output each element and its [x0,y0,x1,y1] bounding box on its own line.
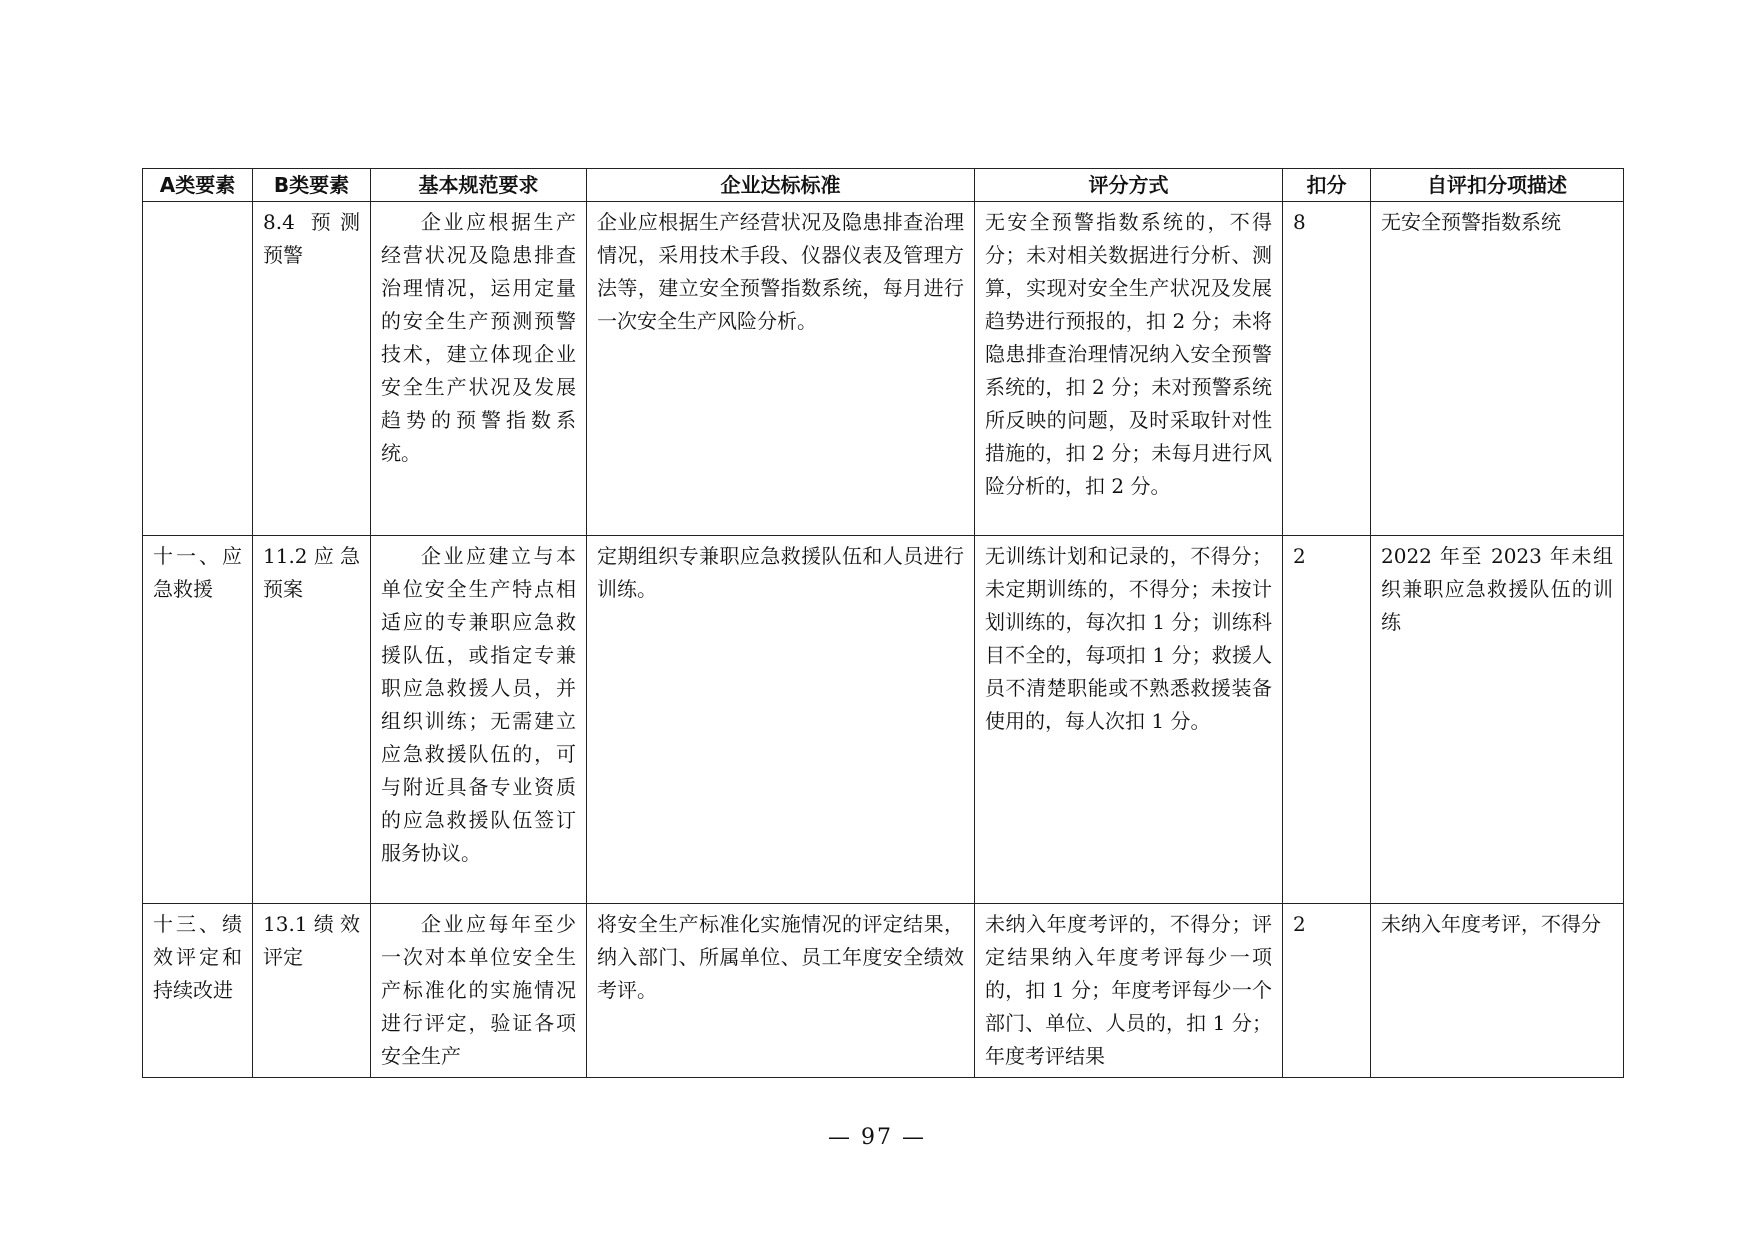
header-a-element: A类要素 [143,169,253,202]
cell-deduction: 2 [1283,536,1371,904]
cell-requirement: 企业应每年至少一次对本单位安全生产标准化的实施情况进行评定，验证各项安全生产 [371,904,587,1078]
cell-requirement: 企业应建立与本单位安全生产特点相适应的专兼职应急救援队伍，或指定专兼职应急救援人员，并组织训练；无需建立应急救援队伍的，可与附近具备专业资质的应急救援队伍签订服务协议。 [371,536,587,904]
header-standard: 企业达标标准 [587,169,975,202]
cell-b-element: 13.1绩效评定 [253,904,371,1078]
cell-a-element [143,202,253,536]
header-deduction: 扣分 [1283,169,1371,202]
cell-requirement: 企业应根据生产经营状况及隐患排查治理情况，运用定量的安全生产预测预警技术，建立体现企业安全生产状况及发展趋势的预警指数系统。 [371,202,587,536]
cell-standard: 企业应根据生产经营状况及隐患排查治理情况，采用技术手段、仪器仪表及管理方法等，建立安全预警指数系统，每月进行一次安全生产风险分析。 [587,202,975,536]
cell-description: 2022 年至 2023 年未组织兼职应急救援队伍的训练 [1371,536,1624,904]
header-description: 自评扣分项描述 [1371,169,1624,202]
cell-description: 未纳入年度考评，不得分 [1371,904,1624,1078]
cell-deduction: 8 [1283,202,1371,536]
header-requirement: 基本规范要求 [371,169,587,202]
table-row [143,536,1624,904]
cell-scoring: 未纳入年度考评的，不得分；评定结果纳入年度考评每少一项的，扣 1 分；年度考评每少一个部门、单位、人员的，扣 1 分；年度考评结果 [975,904,1283,1078]
cell-scoring: 无安全预警指数系统的，不得分；未对相关数据进行分析、测算，实现对安全生产状况及发展趋势进行预报的，扣 2 分；未将隐患排查治理情况纳入安全预警系统的，扣 2 分；未对预警系统所反映的问题，及时采取针对性措施的，扣 2 分；未每月进行风险分析的，扣 2 分。 [975,202,1283,536]
cell-b-element: 8.4 预测预警 [253,202,371,536]
cell-deduction: 2 [1283,904,1371,1078]
cell-description: 无安全预警指数系统 [1371,202,1624,536]
header-b-element: B类要素 [253,169,371,202]
cell-standard: 定期组织专兼职应急救援队伍和人员进行训练。 [587,536,975,904]
cell-a-element: 十三、绩效评定和持续改进 [143,904,253,1078]
page-number: — 97 — [828,1125,926,1150]
table-header-row [143,169,1624,202]
table-row [143,202,1624,536]
header-scoring: 评分方式 [975,169,1283,202]
assessment-table [142,168,1624,1078]
cell-b-element: 11.2应急预案 [253,536,371,904]
cell-a-element: 十一、应急救援 [143,536,253,904]
cell-standard: 将安全生产标准化实施情况的评定结果，纳入部门、所属单位、员工年度安全绩效考评。 [587,904,975,1078]
cell-scoring: 无训练计划和记录的，不得分；未定期训练的，不得分；未按计划训练的，每次扣 1 分；训练科目不全的，每项扣 1 分；救援人员不清楚职能或不熟悉救援装备使用的，每人次扣 1 分。 [975,536,1283,904]
table-row [143,904,1624,1078]
